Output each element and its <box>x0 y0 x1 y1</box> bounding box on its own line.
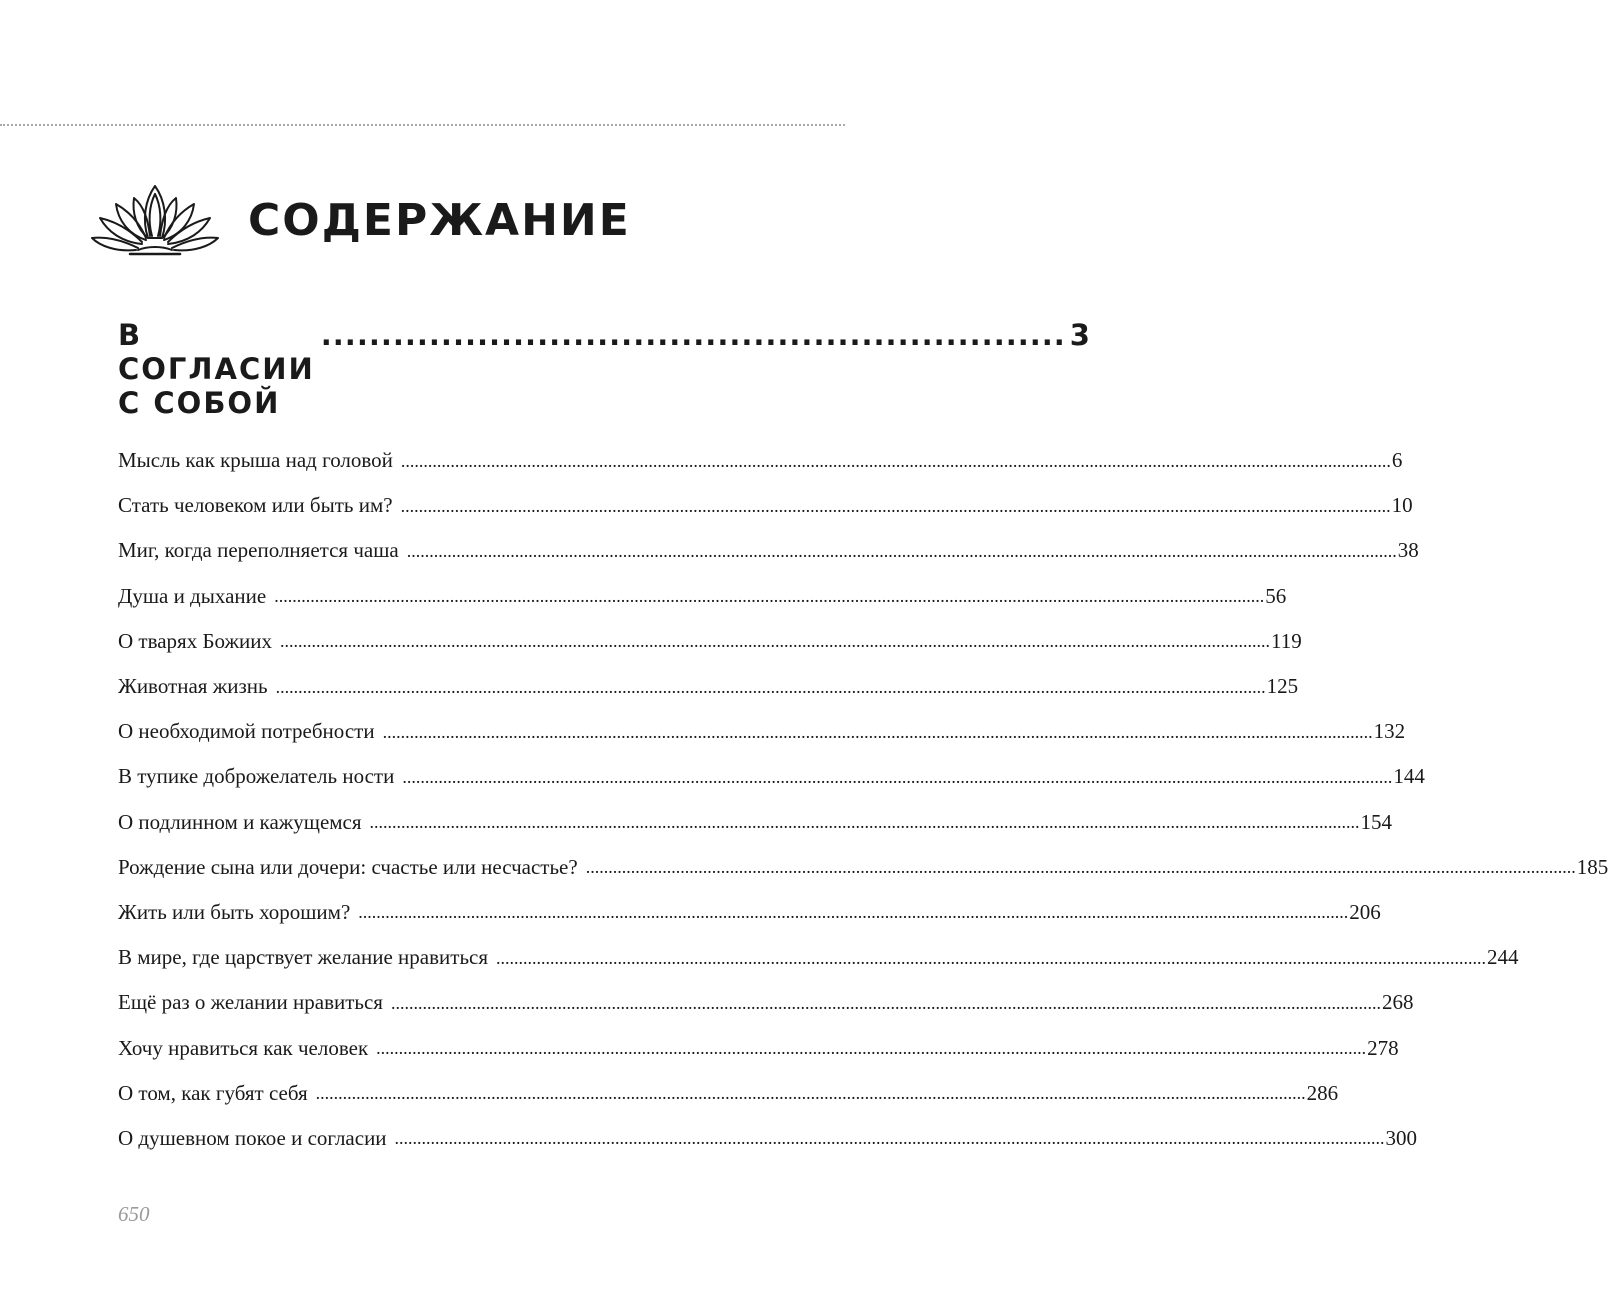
leader-dots: ............................................................................................................................................................................................................................ <box>390 992 1381 1013</box>
toc-entry-page: 300 <box>1385 1125 1418 1150</box>
toc-entry[interactable] <box>118 890 1381 935</box>
toc-entry-page: 38 <box>1397 538 1419 563</box>
toc-entry-page: 185 <box>1576 854 1608 879</box>
toc-entry-page: 10 <box>1391 493 1413 518</box>
toc-entry[interactable] <box>118 935 1519 980</box>
leader-dots: ............................................................................................................................................................................................................................ <box>585 857 1576 878</box>
leader-dots: ............................................................................................................................................................................................................................ <box>315 1083 1306 1104</box>
toc-entry-title: В тупике доброжелатель ности <box>118 764 395 789</box>
toc-entry[interactable] <box>118 800 1393 845</box>
toc-entry-page: 119 <box>1270 628 1302 653</box>
toc-entry[interactable] <box>118 980 1414 1025</box>
toc-entry-page: 278 <box>1367 1035 1399 1060</box>
toc-entry-title: О тварях Божиих <box>118 628 272 653</box>
leader-dots: ............................................................................................................................................................................................................................ <box>369 812 1360 833</box>
toc-entry-title: Жить или быть хорошим? <box>118 899 351 924</box>
section-page-number: 3 <box>1069 318 1092 352</box>
toc-entry[interactable] <box>118 483 1413 528</box>
leader-dots: ............................................................................................................................................................................................................................ <box>358 902 1349 923</box>
section-title: В СОГЛАСИИ С СОБОЙ <box>118 318 315 420</box>
toc-entry-title: Животная жизнь <box>118 674 268 699</box>
leader-dots: ............................................................................................................................................................................................................................ <box>279 631 1270 652</box>
toc-entry-page: 144 <box>1393 764 1425 789</box>
toc-entry-page: 286 <box>1306 1080 1339 1105</box>
toc-entry-page: 154 <box>1360 809 1393 834</box>
leader-dots: ............................................................................................................................................................................................................................ <box>376 1038 1367 1059</box>
toc-entry-title: Хочу нравиться как человек <box>118 1035 369 1060</box>
toc-entry[interactable] <box>118 1025 1399 1070</box>
section-entry[interactable] <box>118 318 1092 420</box>
toc-entry[interactable] <box>118 664 1299 709</box>
toc-entry-page: 206 <box>1349 899 1381 924</box>
leader-dots: ............................................................................................................................................................................................................................ <box>382 721 1373 742</box>
toc-entry[interactable] <box>118 438 1403 483</box>
toc-entry-page: 6 <box>1391 448 1403 473</box>
section-leader-dots: .............................................................. <box>320 318 1066 352</box>
leader-dots: ............................................................................................................................................................................................................................ <box>274 586 1265 607</box>
page-title: СОДЕРЖАНИЕ <box>248 194 631 246</box>
toc-entry-title: Стать человеком или быть им? <box>118 493 393 518</box>
leader-dots: ............................................................................................................................................................................................................................ <box>402 766 1393 787</box>
leader-dots: ............................................................................................................................................................................................................................ <box>400 495 1391 516</box>
dotted-top-rule <box>0 124 845 126</box>
toc-entry-page: 56 <box>1265 583 1287 608</box>
toc-entry-title: В мире, где царствует желание нравиться <box>118 945 489 970</box>
toc-entry-page: 244 <box>1487 945 1519 970</box>
toc-entry-title: Ещё раз о желании нравиться <box>118 990 383 1015</box>
toc-list <box>118 438 1608 1161</box>
toc-entry-title: О душевном покое и согласии <box>118 1125 387 1150</box>
toc-entry[interactable] <box>118 1116 1418 1161</box>
toc-entry-title: О подлинном и кажущемся <box>118 809 362 834</box>
toc-entry[interactable] <box>118 709 1406 754</box>
contents-heading <box>90 175 631 265</box>
toc-entry-page: 125 <box>1266 674 1299 699</box>
folio-page-number: 650 <box>118 1202 150 1226</box>
toc-entry-title: Миг, когда переполняется чаша <box>118 538 399 563</box>
toc-entry-page: 132 <box>1373 719 1406 744</box>
toc-entry-page: 268 <box>1381 990 1414 1015</box>
toc-entry-title: Рождение сына или дочери: счастье или несчастье? <box>118 854 578 879</box>
leader-dots: ............................................................................................................................................................................................................................ <box>496 947 1487 968</box>
leader-dots: ............................................................................................................................................................................................................................ <box>400 450 1391 471</box>
toc-entry[interactable] <box>118 1071 1339 1116</box>
toc-entry-title: Душа и дыхание <box>118 583 267 608</box>
leader-dots: ............................................................................................................................................................................................................................ <box>275 676 1266 697</box>
leader-dots: ............................................................................................................................................................................................................................ <box>394 1128 1385 1149</box>
toc-entry[interactable] <box>118 619 1302 664</box>
toc-entry[interactable] <box>118 754 1425 799</box>
toc-entry[interactable] <box>118 528 1419 573</box>
toc-entry-title: О том, как губят себя <box>118 1080 308 1105</box>
toc-entry-title: О необходимой потребности <box>118 719 375 744</box>
toc-entry[interactable] <box>118 574 1287 619</box>
leader-dots: ............................................................................................................................................................................................................................ <box>406 540 1397 561</box>
toc-entry-title: Мысль как крыша над головой <box>118 448 393 473</box>
toc-entry[interactable] <box>118 845 1608 890</box>
lotus-icon <box>90 180 220 260</box>
